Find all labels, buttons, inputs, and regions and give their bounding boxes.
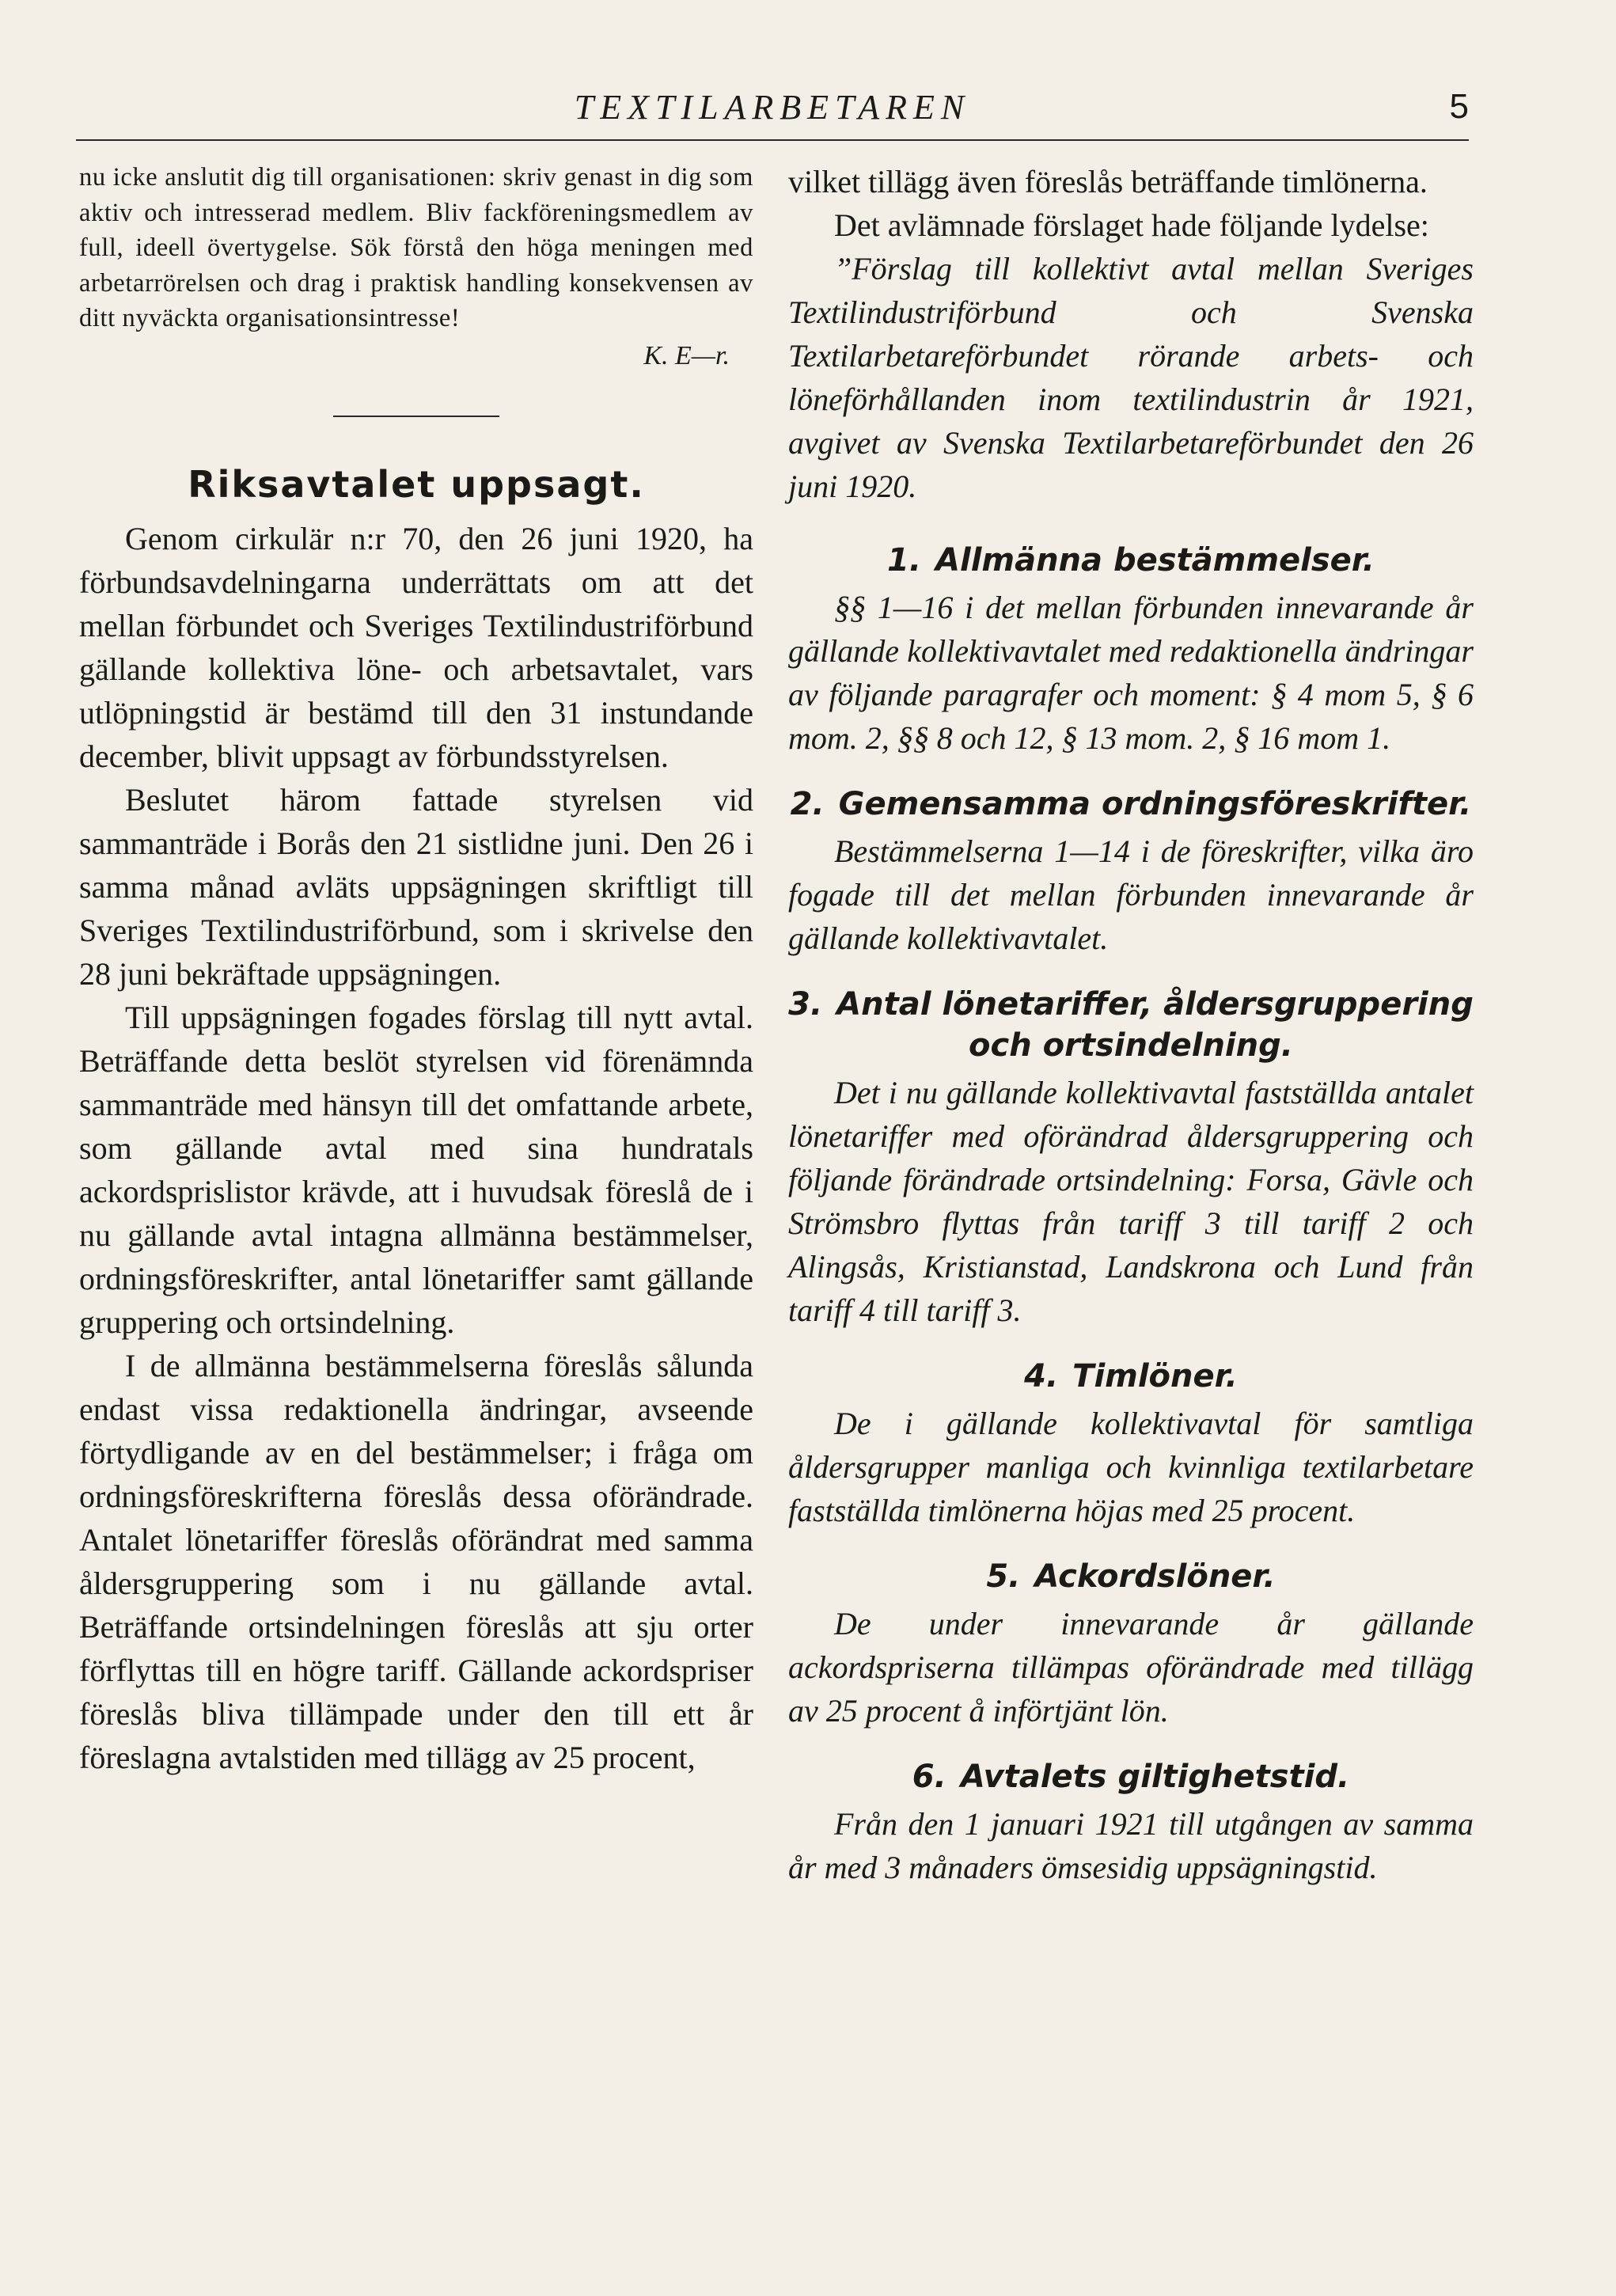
section-title: Ackordslöner.: [1034, 1558, 1276, 1595]
section-text-4: De i gällande kollektivavtal för samtliga åldersgrupper manliga och kvinnliga textilarbetare fastställda timlönerna höjas med 25 procent.: [788, 1406, 1474, 1528]
section-number: 3.: [788, 986, 823, 1023]
article-paragraph-3: Till uppsägningen fogades förslag till nytt avtal. Beträffande detta beslöt styrelsen vid förenämnda sammanträde med hänsyn till det omfattande arbete, som gällande avtal med sina hundratals ackordsprislistor krävde, att i huvudsak föreslå de i nu gällande avtal intagna allmänna bestämmelser, ordningsföreskrifter, antal lönetariffer samt gällande gruppering och ortsindelning.: [79, 999, 753, 1340]
section-title: Timlöner.: [1072, 1358, 1238, 1395]
section-number: 4.: [1024, 1358, 1059, 1395]
article-paragraph-2: Beslutet härom fattade styrelsen vid sammanträde i Borås den 21 sistlidne juni. Den 26 i samma månad avläts uppsägningen skriftligt till Sveriges Textilindustriförbund, som i skrivelse den 28 juni bekräftade uppsägningen.: [79, 781, 753, 992]
publication-title: TEXTILARBETAREN: [574, 88, 971, 127]
lead-in-text: Det avlämnade förslaget hade följande lydelse:: [834, 207, 1429, 243]
section-number: 5.: [986, 1558, 1021, 1595]
section-number: 1.: [887, 542, 922, 579]
section-text-6: Från den 1 januari 1921 till utgången av samma år med 3 månaders ömsesidig uppsägningstid.: [788, 1806, 1474, 1885]
right-column: [788, 160, 1474, 1889]
section-heading-6: [788, 1756, 1474, 1797]
article-headline: Riksavtalet uppsagt.: [188, 462, 645, 506]
section-text-2: Bestämmelserna 1—14 i de föreskrifter, vilka äro fogade till det mellan förbunden innevarande år gällande kollektivavtalet.: [788, 833, 1474, 956]
masthead: [76, 84, 1469, 141]
article-paragraph-1: Genom cirkulär n:r 70, den 26 juni 1920, ha förbundsavdelningarna underrättats om att det mellan förbundet och Sveriges Textilindustriförbund gällande kollektiva löne- och arbetsavtalet, vars utlöpningstid är bestämd till den 31 instundande december, blivit uppsagt av förbundsstyrelsen.: [79, 520, 753, 774]
continuation-text: vilket tillägg även föreslås beträffande timlönerna.: [788, 164, 1428, 199]
section-heading-2: [788, 784, 1474, 825]
section-title: Antal lönetariffer, åldersgruppering och ortsindelning.: [836, 986, 1474, 1064]
intro-paragraph: nu icke anslutit dig till organisationen: skriv genast in dig som aktiv och intresserad medlem. Bliv fackföreningsmedlem av full, ideell övertygelse. Sök förstå den höga meningen med arbetarrörelsen och drag i praktisk handling konsekvensen av ditt nyväckta organisationsintresse!: [79, 163, 753, 332]
article-paragraph-4: I de allmänna bestämmelserna föreslås sålunda endast vissa redaktionella ändringar, avseende förtydligande av en del bestämmelser; i fråga om ordningsföreskrifterna föreslås dessa oförändrade. Antalet lönetariffer föreslås oförändrat med samma åldersgruppering som i nu gällande avtal. Beträffande ortsindelningen föreslås att sju orter förflyttas till en högre tariff. Gällande ackordspriser föreslås bliva tillämpade under den till ett år föreslagna avtalstiden med tillägg av 25 procent,: [79, 1347, 753, 1775]
section-title: Avtalets giltighetstid.: [960, 1759, 1350, 1795]
section-title: Gemensamma ordningsföreskrifter.: [838, 786, 1472, 822]
section-divider: [333, 416, 499, 417]
page-number: 5: [1449, 87, 1469, 126]
section-text-1: §§ 1—16 i det mellan förbunden innevarande år gällande kollektivavtalet med redaktionella ändringar av följande paragrafer och moment: § 4 mom 5, § 6 mom. 2, §§ 8 och 12, § 13 mom. 2, § 16 mom 1.: [788, 590, 1474, 756]
section-number: 6.: [912, 1759, 946, 1795]
section-heading-1: [788, 540, 1474, 581]
section-heading-4: [788, 1356, 1474, 1397]
section-number: 2.: [790, 786, 825, 822]
proposal-title: ”Förslag till kollektivt avtal mellan Sveriges Textilindustriförbund och Svenska Textilarbetareförbundet rörande arbets- och löneförhållanden inom textilindustrin år 1921, avgivet av Svenska Textilarbetareförbundet den 26 juni 1920.: [788, 251, 1474, 504]
section-text-3: Det i nu gällande kollektivavtal fastställda antalet lönetariffer med oförändrad åldersgruppering och följande förändrade ortsindelning: Forsa, Gävle och Strömsbro flyttas från tariff 3 till tariff 2 och Alingsås, Kristianstad, Landskrona och Lund från tariff 4 till tariff 3.: [788, 1075, 1474, 1328]
section-text-5: De under innevarande år gällande ackordspriserna tillämpas oförändrade med tillägg av 25 procent å införtjänt lön.: [788, 1606, 1474, 1729]
section-heading-3: [788, 984, 1474, 1066]
section-title: Allmänna bestämmelser.: [935, 542, 1375, 579]
left-column: [79, 160, 753, 1779]
section-heading-5: [788, 1556, 1474, 1597]
author-signature: K. E—r.: [643, 340, 730, 370]
